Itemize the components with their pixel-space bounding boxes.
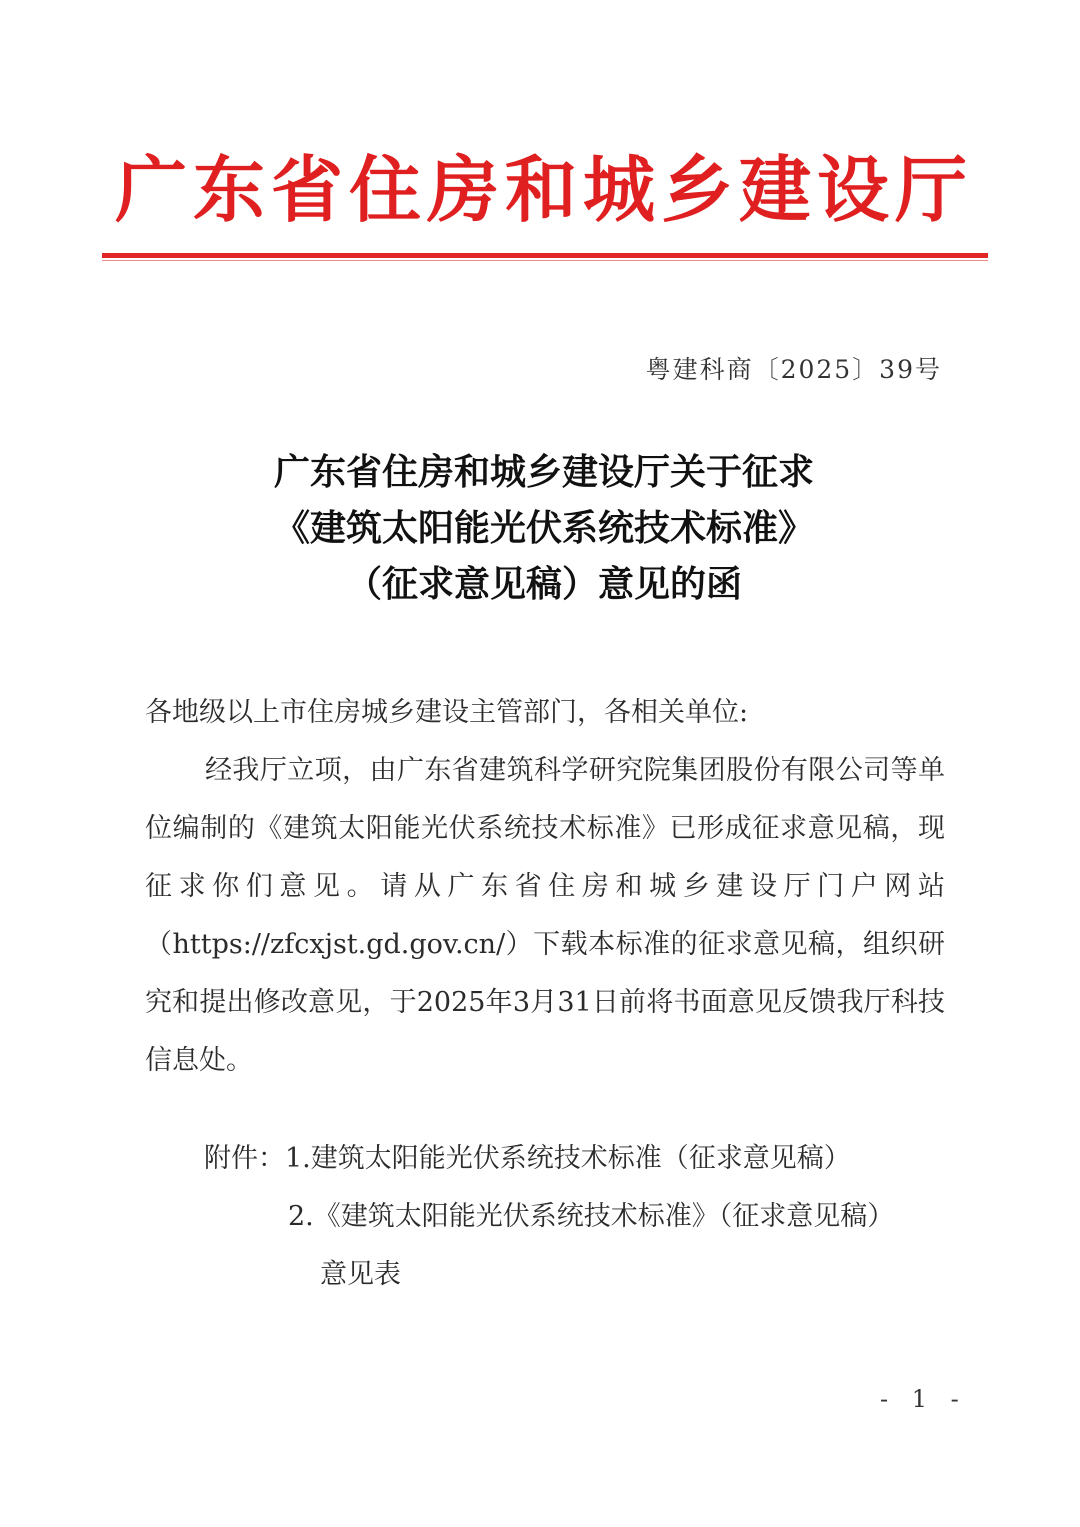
red-divider-line: [102, 253, 988, 258]
title-line-2: 《建筑太阳能光伏系统技术标准》: [273, 508, 814, 549]
page-number: - 1 -: [880, 1385, 967, 1413]
attachment-item-2: 2.《建筑太阳能光伏系统技术标准》（征求意见稿）: [288, 1201, 895, 1232]
attachment-item-2-continued: 意见表: [320, 1259, 401, 1290]
main-paragraph: 经我厅立项，由广东省建筑科学研究院集团股份有限公司等单位编制的《建筑太阳能光伏系统技术标准》已形成征求意见稿，现征求你们意见。请从广东省住房和城乡建设厅门户网站（https://zfcxjst.gd.gov.cn/）下载本标准的征求意见稿，组织研究和提出修改意见，于2025年3月31日前将书面意见反馈我厅科技信息处。: [145, 755, 945, 1076]
org-masthead: 广东省住房和城乡建设厅: [114, 147, 973, 232]
attachment-item-1: 1.建筑太阳能光伏系统技术标准（征求意见稿）: [285, 1143, 851, 1174]
document-number: 粤建科商〔2025〕39号: [645, 355, 942, 384]
attachments-section: [204, 1130, 894, 1304]
title-line-3: （征求意见稿）意见的函: [345, 564, 742, 605]
attachment-row-1: [204, 1130, 894, 1188]
salutation: 各地级以上市住房城乡建设主管部门，各相关单位:: [145, 697, 749, 728]
document-title: [100, 445, 988, 613]
attachments-label: 附件：: [204, 1143, 285, 1174]
title-line-1: 广东省住房和城乡建设厅关于征求: [273, 452, 814, 493]
letter-body: [145, 684, 945, 1090]
red-divider-thin-line: [102, 260, 988, 261]
